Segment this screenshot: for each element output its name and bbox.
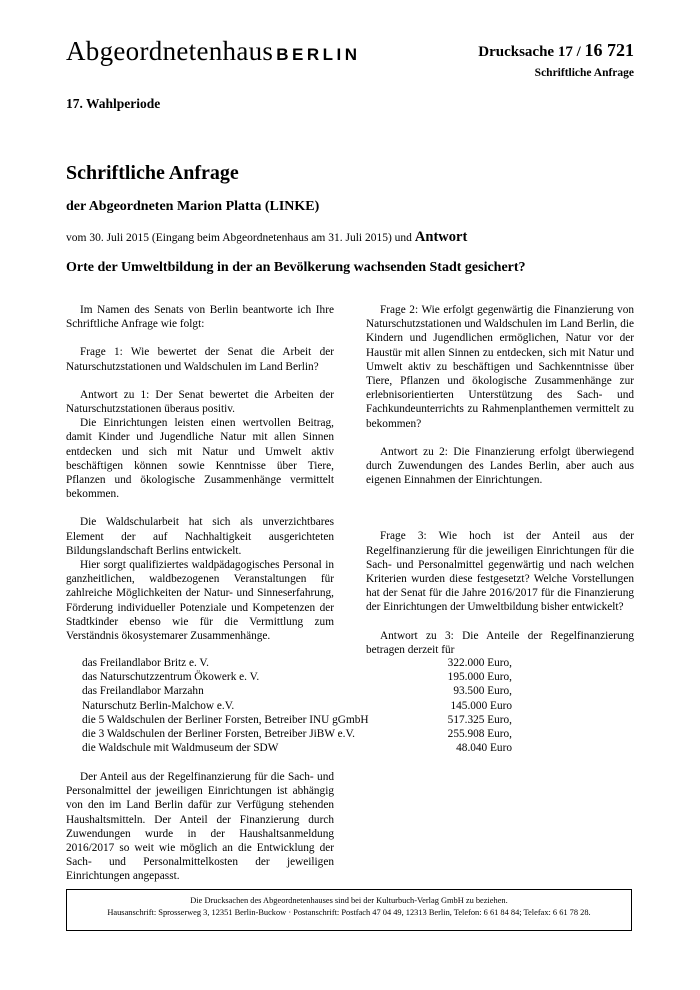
table-row — [82, 741, 512, 755]
table-row — [82, 670, 512, 684]
funding-amount: 517.325 Euro, — [447, 713, 512, 726]
funding-amount: 48.040 Euro — [456, 742, 512, 755]
funding-amount: 322.000 Euro, — [447, 657, 512, 669]
left-column — [66, 303, 334, 643]
footer-line-2: Hausanschrift: Sprosserweg 3, 12351 Berlin-Buckow · Postanschrift: Postfach 47 04 49, 12313 Berlin, Telefon: 6 61 84 84; Telefax: 6 61 78 28. — [107, 908, 591, 917]
footer-line-1: Die Drucksachen des Abgeordnetenhauses sind bei der Kulturbuch-Verlag GmbH zu beziehen. — [190, 896, 508, 905]
question-3: Frage 3: Wie hoch ist der Anteil aus der Regelfinanzierung für die jeweiligen Einrichtungen für die Sach- und Personalmittel gegenwärtig und nach welchen Kriterien wurden diese festgesetzt? Welche Vorstellungen hat der Senat für die Jahre 2016/2017 für die Finanzierung der Einrichtungen der Umweltbildung bisher entwickelt? — [366, 530, 634, 614]
answer-label: Antwort — [414, 229, 468, 245]
funding-table — [82, 656, 512, 755]
closing-section — [66, 770, 334, 884]
question-2: Frage 2: Wie erfolgt gegenwärtig die Finanzierung von Naturschutzstationen und Waldschulen im Land Berlin, die Kindern und Jugendlichen ermöglichen, Natur vor der Haustür mit allen Sinnen zu entdecken, sich mit Natur und Umwelt aktiv zu beschäftigen und Sachkenntnisse über Tiere, Pflanzen und ökologische Zusammenhänge zur erlebnisorientierten Unterstützung des Sach- und Fachkundeunterrichts zu Rahmenplanthemen vermittelt zu bekommen? — [366, 304, 634, 430]
page-title: Schriftliche Anfrage — [66, 162, 239, 184]
right-column — [366, 303, 634, 657]
answer-1-paragraph-4: Hier sorgt qualifiziertes waldpädagogisches Personal in ganzheitlichen, waldbezogenen Veranstaltungen für zahlreiche Möglichkeiten der Natur- und Sinneserfahrung, Förderung individueller Potenziale und Kompetenzen der Stadtkinder ebenso wie für die Vermittlung zum Verständnis ökosystemarer Zusammenhänge. — [66, 559, 334, 643]
doc-type: Schriftliche Anfrage — [534, 67, 634, 79]
table-row — [82, 684, 512, 698]
funding-name: das Freilandlabor Marzahn — [82, 685, 204, 698]
dateline — [66, 229, 467, 246]
answer-2: Antwort zu 2: Die Finanzierung erfolgt überwiegend durch Zuwendungen des Landes Berlin, aber auch aus eigenen Einnahmen der Einrichtungen. — [366, 445, 634, 487]
answer-1-paragraph-3: Die Waldschularbeit hat sich als unverzichtbares Element der auf Nachhaltigkeit ausgerichteten Bildungslandschaft Berlins entwickelt. — [66, 516, 334, 557]
answer-1-paragraph-2: Die Einrichtungen leisten einen wertvollen Beitrag, damit Kinder und Jugendliche Natur mit allen Sinnen entdecken und sich mit Natur und Umwelt aktiv beschäftigen können sowie Kenntnisse über Tiere, Pflanzen und ökologische Zusammenhänge vermittelt bekommen. — [66, 417, 334, 501]
funding-amount: 145.000 Euro — [450, 699, 512, 712]
closing-paragraph: Der Anteil aus der Regelfinanzierung für die Sach- und Personalmittel der jeweiligen Einrichtungen ist abhängig von den im Land Berlin dafür zur Verfügung stehenden Haushaltsmitteln. Der Anteil der Finanzierung durch Zuwendungen wurde in der Haushaltsanmeldung 2016/2017 so weit wie möglich an die Entwicklung der Sach- und Personalmittelkosten der jeweiligen Einrichtungen angepasst. — [66, 771, 334, 883]
funding-amount: 255.908 Euro, — [447, 728, 512, 741]
drucksache-value: 16 721 — [584, 40, 634, 60]
funding-name: Naturschutz Berlin-Malchow e.V. — [82, 699, 235, 712]
table-row — [82, 656, 512, 670]
intro-paragraph: Im Namen des Senats von Berlin beantworte ich Ihre Schriftliche Anfrage wie folgt: — [66, 304, 334, 331]
table-row — [82, 713, 512, 727]
funding-name: die 5 Waldschulen der Berliner Forsten, Betreiber INU gGmbH — [82, 713, 369, 726]
answer-1: Antwort zu 1: Der Senat bewertet die Arbeiten der Naturschutzstationen überaus positiv. — [66, 388, 334, 416]
funding-name: das Naturschutzzentrum Ökowerk e. V. — [82, 671, 260, 684]
footer-box — [66, 889, 632, 931]
answer-3: Antwort zu 3: Die Anteile der Regelfinanzierung betragen derzeit für — [366, 629, 634, 656]
brand-main: Abgeordnetenhaus — [66, 36, 274, 66]
parliament-logo — [66, 36, 361, 67]
funding-name: die 3 Waldschulen der Berliner Forsten, Betreiber JiBW e.V. — [82, 728, 355, 741]
drucksache-number — [478, 40, 634, 61]
author-line: der Abgeordneten Marion Platta (LINKE) — [66, 199, 320, 214]
funding-name: das Freilandlabor Britz e. V. — [82, 657, 209, 669]
dateline-text: vom 30. Juli 2015 (Eingang beim Abgeordnetenhaus am 31. Juli 2015) und — [66, 232, 412, 244]
drucksache-label: Drucksache 17 / — [478, 44, 581, 60]
table-row — [82, 699, 512, 713]
subject-heading: Orte der Umweltbildung in der an Bevölkerung wachsenden Stadt gesichert? — [66, 260, 526, 275]
funding-amount: 195.000 Euro, — [447, 671, 512, 684]
wahlperiode: 17. Wahlperiode — [66, 96, 161, 111]
question-1: Frage 1: Wie bewertet der Senat die Arbeit der Naturschutzstationen und Waldschulen im Land Berlin? — [66, 346, 334, 373]
brand-city: BERLIN — [276, 45, 361, 64]
funding-amount: 93.500 Euro, — [453, 685, 512, 698]
table-row — [82, 727, 512, 741]
funding-name: die Waldschule mit Waldmuseum der SDW — [82, 742, 279, 755]
